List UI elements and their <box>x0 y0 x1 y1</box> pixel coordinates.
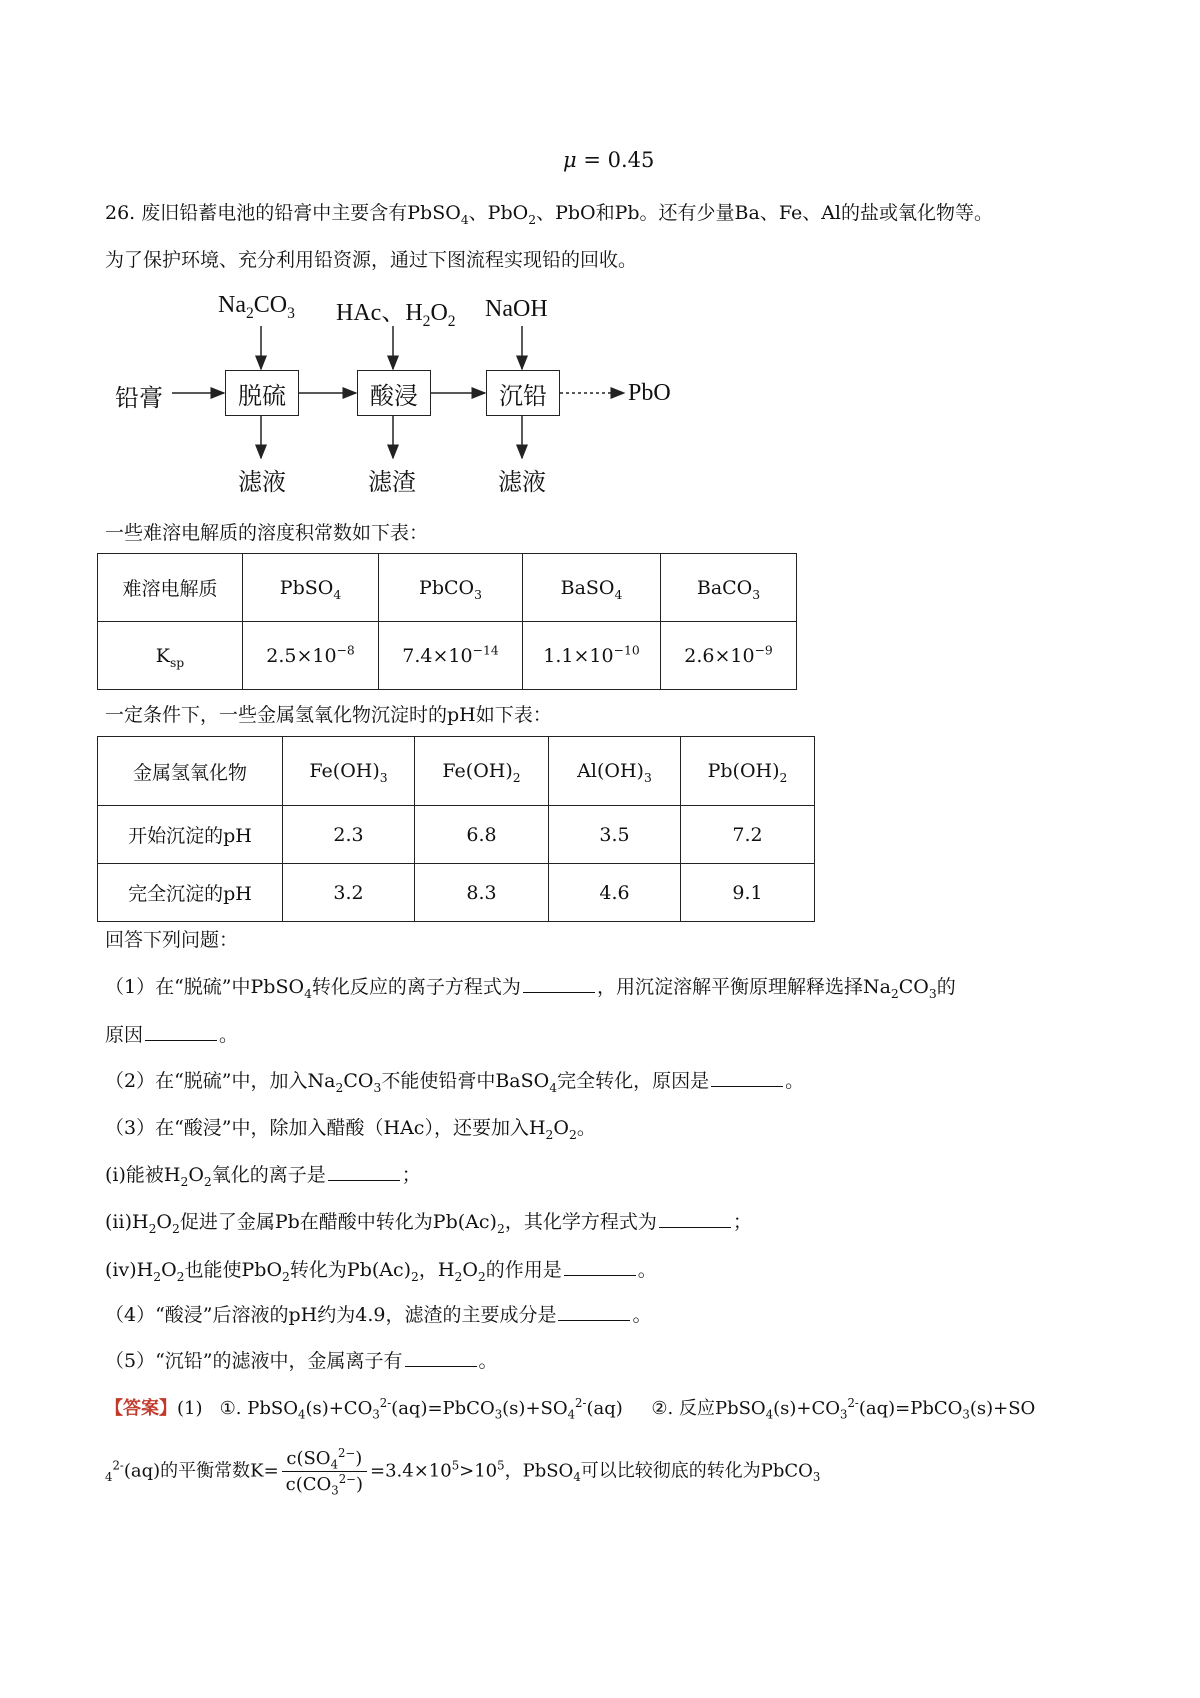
mu-eq: = <box>583 148 601 172</box>
answer-blank <box>659 1226 731 1228</box>
ksp-value-baso4: $1.1\times 10^{-10}$ <box>523 622 661 690</box>
step-acid-leach: 酸浸 <box>357 370 431 416</box>
intro-text-1b: 、PbO <box>468 202 529 224</box>
ph-table <box>97 736 815 922</box>
mu-symbol: μ <box>563 148 577 172</box>
ph-start-pboh2: 7.2 <box>681 806 815 864</box>
ph-start-feoh2: 6.8 <box>415 806 549 864</box>
question-number: 26. <box>105 202 136 224</box>
answer-line-2: $_4^{2-}$(aq)的平衡常数K= $\frac{c(SO_4^{2-})}{c(CO_3^{2-})}$ $=3.4\times 10^5>10^5$，PbSO$_4$可以比较彻底的转化为PbCO$_3$ <box>105 1446 821 1498</box>
ksp-header: 难溶电解质 <box>98 554 243 622</box>
intro-text-1c: 、PbO和Pb。还有少量Ba、Fe、Al的盐或氧化物等。 <box>536 202 994 224</box>
ph-col-feoh2: $Fe(OH)_2$ <box>415 737 549 806</box>
ksp-col-pbco3: PbCO$_3$ <box>379 554 523 622</box>
step-lead-precipitation: 沉铅 <box>486 370 560 416</box>
question-3-i: (ⅰ)能被$H_2O_2$氧化的离子是 ； <box>105 1164 421 1189</box>
answer-line-1: 【答案】(1) ①. $PbSO_4(s)+CO_3^{2-}(aq)=PbCO_3(s)+SO_4^{2-}(aq)$ ②. 反应$PbSO_4(s)+CO_3^{2-}(aq)=PbCO_3(s)+SO$ <box>105 1396 1036 1422</box>
ph-col-aloh3: $Al(OH)_3$ <box>549 737 681 806</box>
question-3-ii: $(ⅱ)H_2O_2$促进了金属Pb在醋酸中转化为$Pb(Ac)_2$，其化学方程式为 ； <box>105 1211 752 1236</box>
mu-value: 0.45 <box>607 148 655 172</box>
question-intro-line-1: 26. 废旧铅蓄电池的铅膏中主要含有PbSO$_4$、PbO$_2$、PbO和Pb。还有少量Ba、Fe、Al的盐或氧化物等。 <box>105 202 994 227</box>
ksp-value-baco3: $2.6\times 10^{-9}$ <box>661 622 797 690</box>
ph-end-aloh3: 4.6 <box>549 864 681 922</box>
intro-text-2: 为了保护环境、充分利用铅资源，通过下图流程实现铅的回收。 <box>105 249 638 271</box>
ksp-value-pbso4: $2.5\times 10^{-8}$ <box>243 622 379 690</box>
ph-row-end-label: 完全沉淀的pH <box>98 864 283 922</box>
question-4: （4）“酸浸”后溶液的pH约为4.9，滤渣的主要成分是 。 <box>105 1304 652 1326</box>
table2-caption: 一定条件下，一些金属氢氧化物沉淀时的pH如下表： <box>105 704 552 726</box>
table1-caption: 一些难溶电解质的溶度积常数如下表： <box>105 522 429 544</box>
ksp-value-pbco3: $7.4\times 10^{-14}$ <box>379 622 523 690</box>
answer-blank <box>145 1039 217 1041</box>
ph-col-feoh3: $Fe(OH)_3$ <box>283 737 415 806</box>
reagent-hac-h2o2: HAc、$H_2O_2$ <box>336 300 456 330</box>
ksp-row-label: $K_{sp}$ <box>98 622 243 690</box>
ph-end-pboh2: 9.1 <box>681 864 815 922</box>
flow-arrows <box>0 0 720 520</box>
ksp-table <box>97 553 797 690</box>
ksp-col-baso4: BaSO$_4$ <box>523 554 661 622</box>
answer-blank <box>711 1085 783 1087</box>
answer-blank <box>564 1274 636 1276</box>
equilibrium-fraction: $\frac{c(SO_4^{2-})}{c(CO_3^{2-})}$ <box>282 1448 367 1495</box>
output-filtrate-2: 滤液 <box>498 470 546 496</box>
ph-header: 金属氢氧化物 <box>98 737 283 806</box>
ph-start-aloh3: 3.5 <box>549 806 681 864</box>
output-residue: 滤渣 <box>368 470 416 496</box>
question-3-iv: $(ⅳ)H_2O_2$也能使PbO$_2$转化为$Pb(Ac)_2$，$H_2O_2$的作用是 。 <box>105 1259 657 1284</box>
reagent-na2co3: $Na_2CO_3$ <box>218 292 295 322</box>
ph-row-start-label: 开始沉淀的pH <box>98 806 283 864</box>
answer-label: 【答案】 <box>105 1398 177 1419</box>
ph-end-feoh3: 3.2 <box>283 864 415 922</box>
answer-blank <box>405 1365 477 1367</box>
ph-start-feoh3: 2.3 <box>283 806 415 864</box>
question-5: （5）“沉铅”的滤液中，金属离子有 。 <box>105 1350 498 1372</box>
question-1-line-2: 原因 。 <box>105 1024 239 1046</box>
flow-product-pbo: PbO <box>628 380 671 406</box>
ksp-col-baco3: BaCO$_3$ <box>661 554 797 622</box>
intro-text-1: 废旧铅蓄电池的铅膏中主要含有PbSO <box>141 202 461 224</box>
ph-col-pboh2: $Pb(OH)_2$ <box>681 737 815 806</box>
output-filtrate-1: 滤液 <box>238 470 286 496</box>
question-2: （2）在“脱硫”中，加入$Na_2CO_3$不能使铅膏中BaSO$_4$完全转化，原因是 。 <box>105 1070 805 1095</box>
answer-blank <box>328 1179 400 1181</box>
ph-end-feoh2: 8.3 <box>415 864 549 922</box>
answer-blank <box>558 1319 630 1321</box>
reagent-naoh: NaOH <box>485 296 548 322</box>
question-1-line-1: （1）在“脱硫”中PbSO$_4$转化反应的离子方程式为 ，用沉淀溶解平衡原理解释选择$Na_2CO_3$的 <box>105 976 956 1001</box>
questions-lead: 回答下列问题： <box>105 929 239 951</box>
flow-start-lead-paste: 铅膏 <box>115 386 163 412</box>
step-desulfurization: 脱硫 <box>225 370 299 416</box>
question-3: （3）在“酸浸”中，除加入醋酸（HAc），还要加入$H_2O_2$。 <box>105 1117 596 1142</box>
answer-blank <box>523 991 595 993</box>
ksp-col-pbso4: PbSO$_4$ <box>243 554 379 622</box>
